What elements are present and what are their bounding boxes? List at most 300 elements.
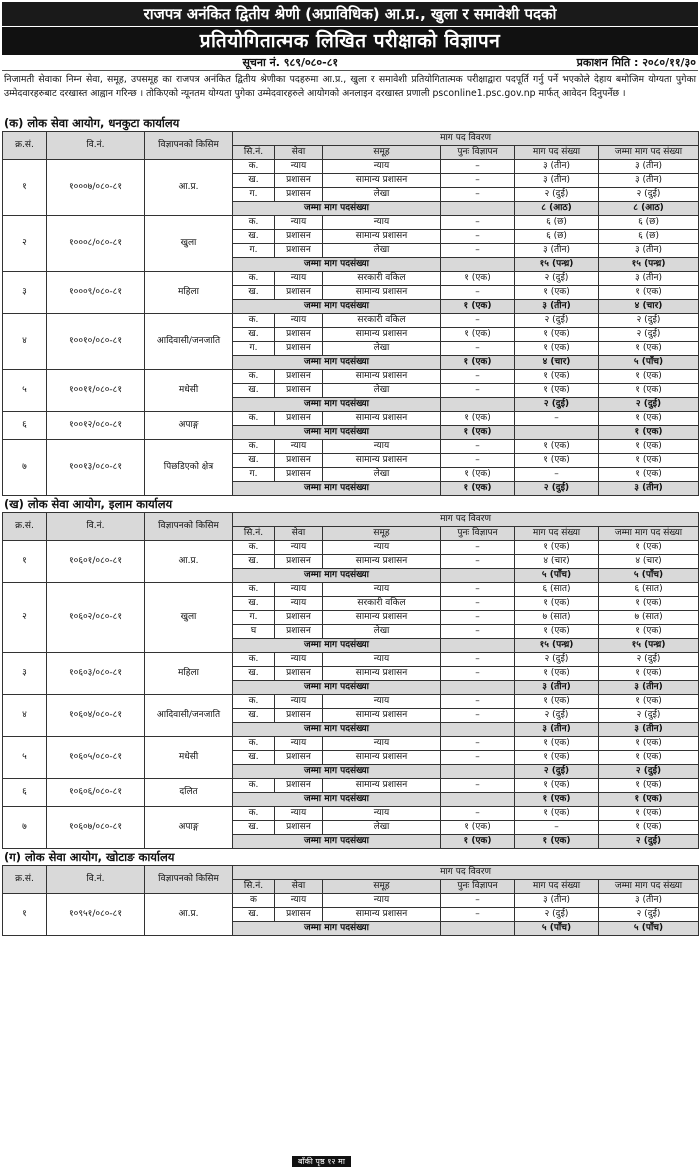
total-sum: ३ (तीन) xyxy=(599,482,699,496)
row-service: न्याय xyxy=(275,894,323,908)
total-demand: ३ (तीन) xyxy=(515,681,599,695)
total-demand: २ (दुई) xyxy=(515,482,599,496)
table-row xyxy=(3,583,699,597)
ad-serial: १ xyxy=(3,541,47,583)
total-readvertised: १ (एक) xyxy=(441,300,515,314)
total-sum: १५ (पन्ध्र) xyxy=(599,639,699,653)
row-sn: ख. xyxy=(233,597,275,611)
total-readvertised xyxy=(441,922,515,936)
ad-serial: ५ xyxy=(3,737,47,779)
table-row xyxy=(3,807,699,821)
total-sum: ४ (चार) xyxy=(599,300,699,314)
total-demand: १५ (पन्ध्र) xyxy=(515,258,599,272)
row-sn: ख. xyxy=(233,821,275,835)
ad-type: आ.प्र. xyxy=(145,894,233,936)
row-readvertised: – xyxy=(441,807,515,821)
row-service: न्याय xyxy=(275,737,323,751)
ad-type: पिछडिएको क्षेत्र xyxy=(145,440,233,496)
total-readvertised xyxy=(441,398,515,412)
header-serial: क्र.सं. xyxy=(3,132,47,160)
row-total: ६ (छ) xyxy=(599,216,699,230)
ad-number: १०००७/०८०-८१ xyxy=(47,160,145,216)
row-total: १ (एक) xyxy=(599,751,699,765)
row-readvertised: – xyxy=(441,894,515,908)
row-total: ३ (तीन) xyxy=(599,160,699,174)
row-group: सामान्य प्रशासन xyxy=(323,751,441,765)
header-serial: क्र.सं. xyxy=(3,866,47,894)
row-readvertised: – xyxy=(441,244,515,258)
total-sum: २ (दुई) xyxy=(599,765,699,779)
header-service: सेवा xyxy=(275,880,323,894)
ad-number: १०००९/०८०-८१ xyxy=(47,272,145,314)
total-label: जम्मा माग पदसंख्या xyxy=(233,202,441,216)
row-readvertised: – xyxy=(441,454,515,468)
row-readvertised: – xyxy=(441,160,515,174)
row-service: प्रशासन xyxy=(275,611,323,625)
total-label: जम्मा माग पदसंख्या xyxy=(233,482,441,496)
header-group: समूह xyxy=(323,146,441,160)
total-label: जम्मा माग पदसंख्या xyxy=(233,569,441,583)
row-service: प्रशासन xyxy=(275,468,323,482)
row-sn: ग. xyxy=(233,188,275,202)
notice-bar xyxy=(2,55,698,71)
row-service: न्याय xyxy=(275,160,323,174)
row-demand: ६ (सात) xyxy=(515,583,599,597)
row-demand: १ (एक) xyxy=(515,541,599,555)
row-total: २ (दुई) xyxy=(599,709,699,723)
row-sn: क. xyxy=(233,807,275,821)
table-row xyxy=(3,314,699,328)
row-sn: क. xyxy=(233,160,275,174)
row-service: प्रशासन xyxy=(275,188,323,202)
row-group: लेखा xyxy=(323,384,441,398)
row-demand: २ (दुई) xyxy=(515,653,599,667)
row-demand: १ (एक) xyxy=(515,328,599,342)
row-demand: ४ (चार) xyxy=(515,555,599,569)
row-group: लेखा xyxy=(323,468,441,482)
row-demand: १ (एक) xyxy=(515,737,599,751)
row-sn: ग. xyxy=(233,244,275,258)
table-row xyxy=(3,653,699,667)
total-demand: ५ (पाँच) xyxy=(515,922,599,936)
row-sn: ख. xyxy=(233,667,275,681)
ad-number: १०६०७/०८०-८१ xyxy=(47,807,145,849)
section-title: (ख) लोक सेवा आयोग, इलाम कार्यालय xyxy=(4,497,173,511)
row-readvertised: – xyxy=(441,709,515,723)
row-sn: ग. xyxy=(233,611,275,625)
row-demand: ३ (तीन) xyxy=(515,160,599,174)
total-label: जम्मा माग पदसंख्या xyxy=(233,723,441,737)
total-demand xyxy=(515,426,599,440)
total-demand: १५ (पन्ध्र) xyxy=(515,639,599,653)
total-readvertised xyxy=(441,793,515,807)
row-service: न्याय xyxy=(275,314,323,328)
ad-number: १०००८/०८०-८१ xyxy=(47,216,145,272)
row-group: सामान्य प्रशासन xyxy=(323,611,441,625)
ad-serial: ५ xyxy=(3,370,47,412)
row-sn: क. xyxy=(233,737,275,751)
total-label: जम्मा माग पदसंख्या xyxy=(233,793,441,807)
total-readvertised xyxy=(441,765,515,779)
header-ad-number: वि.नं. xyxy=(47,866,145,894)
row-service: न्याय xyxy=(275,541,323,555)
row-demand: २ (दुई) xyxy=(515,188,599,202)
ad-number: १०६०१/०८०-८१ xyxy=(47,541,145,583)
row-total: २ (दुई) xyxy=(599,653,699,667)
row-total: १ (एक) xyxy=(599,695,699,709)
row-readvertised: – xyxy=(441,611,515,625)
total-demand: १ (एक) xyxy=(515,835,599,849)
row-group: लेखा xyxy=(323,342,441,356)
row-sn: घ xyxy=(233,625,275,639)
row-service: न्याय xyxy=(275,653,323,667)
row-group: सामान्य प्रशासन xyxy=(323,328,441,342)
row-total: १ (एक) xyxy=(599,737,699,751)
header-group: समूह xyxy=(323,527,441,541)
row-total: १ (एक) xyxy=(599,342,699,356)
header-service: सेवा xyxy=(275,527,323,541)
row-service: न्याय xyxy=(275,440,323,454)
row-service: प्रशासन xyxy=(275,328,323,342)
total-sum: ५ (पाँच) xyxy=(599,356,699,370)
row-service: न्याय xyxy=(275,272,323,286)
row-demand: ६ (छ) xyxy=(515,230,599,244)
total-label: जम्मा माग पदसंख्या xyxy=(233,426,441,440)
total-sum: ५ (पाँच) xyxy=(599,922,699,936)
row-demand: – xyxy=(515,468,599,482)
row-total: १ (एक) xyxy=(599,454,699,468)
row-total: २ (दुई) xyxy=(599,188,699,202)
row-demand: ३ (तीन) xyxy=(515,244,599,258)
section-title: (ग) लोक सेवा आयोग, खोटाङ कार्यालय xyxy=(4,850,175,864)
row-demand: १ (एक) xyxy=(515,625,599,639)
row-readvertised: – xyxy=(441,230,515,244)
total-readvertised: १ (एक) xyxy=(441,356,515,370)
header-demand-detail: माग पद विवरण xyxy=(233,866,699,880)
row-group: सामान्य प्रशासन xyxy=(323,709,441,723)
row-demand: १ (एक) xyxy=(515,779,599,793)
row-readvertised: – xyxy=(441,667,515,681)
ad-type: महिला xyxy=(145,272,233,314)
row-total: १ (एक) xyxy=(599,468,699,482)
row-service: प्रशासन xyxy=(275,174,323,188)
ad-serial: ६ xyxy=(3,779,47,807)
total-sum: २ (दुई) xyxy=(599,398,699,412)
row-sn: ख. xyxy=(233,454,275,468)
row-readvertised: – xyxy=(441,751,515,765)
total-demand: २ (दुई) xyxy=(515,765,599,779)
ad-type: दलित xyxy=(145,779,233,807)
row-readvertised: – xyxy=(441,384,515,398)
row-sn: क. xyxy=(233,695,275,709)
row-readvertised: – xyxy=(441,188,515,202)
ad-type: मधेसी xyxy=(145,737,233,779)
header-demand-count: माग पद संख्या xyxy=(515,880,599,894)
ad-number: १००११/०८०-८१ xyxy=(47,370,145,412)
total-readvertised: १ (एक) xyxy=(441,426,515,440)
section-title: (क) लोक सेवा आयोग, धनकुटा कार्यालय xyxy=(4,116,180,130)
total-readvertised xyxy=(441,639,515,653)
row-group: सामान्य प्रशासन xyxy=(323,370,441,384)
total-demand: १ (एक) xyxy=(515,793,599,807)
row-total: १ (एक) xyxy=(599,286,699,300)
row-readvertised: – xyxy=(441,583,515,597)
row-readvertised: – xyxy=(441,597,515,611)
total-demand: ३ (तीन) xyxy=(515,300,599,314)
row-service: प्रशासन xyxy=(275,821,323,835)
row-demand: १ (एक) xyxy=(515,667,599,681)
row-total: ७ (सात) xyxy=(599,611,699,625)
ad-number: १०६०६/०८०-८१ xyxy=(47,779,145,807)
header-readvertised: पुनः विज्ञापन xyxy=(441,527,515,541)
total-sum: ५ (पाँच) xyxy=(599,569,699,583)
row-sn: ख. xyxy=(233,908,275,922)
total-label: जम्मा माग पदसंख्या xyxy=(233,356,441,370)
row-total: १ (एक) xyxy=(599,440,699,454)
header-sn: सि.नं. xyxy=(233,880,275,894)
row-readvertised: – xyxy=(441,625,515,639)
row-sn: क. xyxy=(233,779,275,793)
total-sum: ३ (तीन) xyxy=(599,723,699,737)
row-total: ३ (तीन) xyxy=(599,272,699,286)
row-sn: क. xyxy=(233,541,275,555)
total-readvertised xyxy=(441,723,515,737)
row-sn: क. xyxy=(233,412,275,426)
row-group: लेखा xyxy=(323,244,441,258)
header-readvertised: पुनः विज्ञापन xyxy=(441,880,515,894)
row-sn: ख. xyxy=(233,328,275,342)
row-group: सरकारी वकिल xyxy=(323,272,441,286)
row-group: न्याय xyxy=(323,653,441,667)
row-readvertised: – xyxy=(441,342,515,356)
total-label: जम्मा माग पदसंख्या xyxy=(233,835,441,849)
total-label: जम्मा माग पदसंख्या xyxy=(233,300,441,314)
row-demand: १ (एक) xyxy=(515,286,599,300)
row-demand: १ (एक) xyxy=(515,597,599,611)
ad-serial: १ xyxy=(3,160,47,216)
row-demand: १ (एक) xyxy=(515,370,599,384)
row-service: न्याय xyxy=(275,597,323,611)
row-total: १ (एक) xyxy=(599,541,699,555)
row-demand: २ (दुई) xyxy=(515,709,599,723)
row-group: लेखा xyxy=(323,625,441,639)
row-demand: १ (एक) xyxy=(515,342,599,356)
ad-type: अपाङ्ग xyxy=(145,412,233,440)
row-service: न्याय xyxy=(275,807,323,821)
total-sum: २ (दुई) xyxy=(599,835,699,849)
row-readvertised: – xyxy=(441,370,515,384)
row-service: प्रशासन xyxy=(275,779,323,793)
total-sum: १५ (पन्ध्र) xyxy=(599,258,699,272)
row-sn: क. xyxy=(233,216,275,230)
total-sum: ३ (तीन) xyxy=(599,681,699,695)
header-total-demand: जम्मा माग पद संख्या xyxy=(599,146,699,160)
row-demand: १ (एक) xyxy=(515,454,599,468)
header-serial: क्र.सं. xyxy=(3,513,47,541)
row-group: लेखा xyxy=(323,821,441,835)
ad-serial: ७ xyxy=(3,440,47,496)
total-readvertised: १ (एक) xyxy=(441,835,515,849)
ad-number: १०९५१/०८०-८१ xyxy=(47,894,145,936)
row-readvertised: – xyxy=(441,541,515,555)
table-row xyxy=(3,216,699,230)
header-total-demand: जम्मा माग पद संख्या xyxy=(599,527,699,541)
demand-table xyxy=(2,512,699,849)
row-group: सामान्य प्रशासन xyxy=(323,667,441,681)
row-sn: ख. xyxy=(233,384,275,398)
ad-serial: ३ xyxy=(3,653,47,695)
row-demand: – xyxy=(515,821,599,835)
header-group: समूह xyxy=(323,880,441,894)
row-readvertised: – xyxy=(441,695,515,709)
row-group: सरकारी वकिल xyxy=(323,314,441,328)
header-ad-number: वि.नं. xyxy=(47,132,145,160)
row-service: प्रशासन xyxy=(275,370,323,384)
intro-paragraph: निजामती सेवाका निम्न सेवा, समूह, उपसमूह का राजपत्र अनंकित द्वितीय श्रेणीका पदहरुमा आ.प्र., खुला र समावेशी प्रतियोगितात्मक परीक्षाद्वारा पदपूर्ति गर्नु पर्ने भएकोले देहाय बमोजिम योग्यता पुगेका उम्मेदवारहरुबाट दरखास्त आह्वान गरिन्छ । तोकिएको न्यूनतम योग्यता पुगेका उम्मेदवारहरुले आयोगको अनलाइन दरखास्त प्रणाली psconline1.psc.gov.np मार्फत् आवेदन दिनुपर्नेछ । xyxy=(4,74,696,99)
row-total: ४ (चार) xyxy=(599,555,699,569)
row-total: ६ (सात) xyxy=(599,583,699,597)
header-ad-number: वि.नं. xyxy=(47,513,145,541)
row-total: १ (एक) xyxy=(599,384,699,398)
row-group: सामान्य प्रशासन xyxy=(323,908,441,922)
row-total: ६ (छ) xyxy=(599,230,699,244)
row-service: न्याय xyxy=(275,695,323,709)
total-readvertised xyxy=(441,258,515,272)
header-demand-count: माग पद संख्या xyxy=(515,527,599,541)
row-demand: १ (एक) xyxy=(515,384,599,398)
total-demand: २ (दुई) xyxy=(515,398,599,412)
publication-date: प्रकाशन मिति : २०८०/११/३० xyxy=(576,56,696,69)
ad-number: १०६०२/०८०-८१ xyxy=(47,583,145,653)
total-demand: ४ (चार) xyxy=(515,356,599,370)
row-demand: ३ (तीन) xyxy=(515,894,599,908)
row-sn: ख. xyxy=(233,286,275,300)
row-service: प्रशासन xyxy=(275,751,323,765)
header-sn: सि.नं. xyxy=(233,527,275,541)
row-sn: ग. xyxy=(233,342,275,356)
row-group: न्याय xyxy=(323,440,441,454)
row-sn: क. xyxy=(233,370,275,384)
row-group: न्याय xyxy=(323,695,441,709)
ad-number: १००१३/०८०-८१ xyxy=(47,440,145,496)
table-row xyxy=(3,160,699,174)
row-total: ३ (तीन) xyxy=(599,894,699,908)
row-group: न्याय xyxy=(323,737,441,751)
row-group: सामान्य प्रशासन xyxy=(323,779,441,793)
row-sn: क xyxy=(233,894,275,908)
row-group: न्याय xyxy=(323,583,441,597)
total-demand: ८ (आठ) xyxy=(515,202,599,216)
row-total: २ (दुई) xyxy=(599,908,699,922)
row-service: प्रशासन xyxy=(275,384,323,398)
row-group: सरकारी वकिल xyxy=(323,597,441,611)
ad-number: १०६०३/०८०-८१ xyxy=(47,653,145,695)
row-service: प्रशासन xyxy=(275,625,323,639)
row-sn: ख. xyxy=(233,709,275,723)
row-service: प्रशासन xyxy=(275,667,323,681)
row-sn: क. xyxy=(233,583,275,597)
ad-type: मधेसी xyxy=(145,370,233,412)
row-readvertised: – xyxy=(441,555,515,569)
ad-serial: २ xyxy=(3,216,47,272)
total-readvertised xyxy=(441,202,515,216)
ad-type: खुला xyxy=(145,216,233,272)
table-row xyxy=(3,695,699,709)
page-subtitle: प्रतियोगितात्मक लिखित परीक्षाको विज्ञापन xyxy=(2,27,698,55)
demand-table xyxy=(2,131,699,496)
row-total: १ (एक) xyxy=(599,370,699,384)
header-readvertised: पुनः विज्ञापन xyxy=(441,146,515,160)
row-sn: क. xyxy=(233,314,275,328)
row-sn: ख. xyxy=(233,230,275,244)
continued-footer: बाँकी पृष्ठ १२ मा xyxy=(292,1156,351,1167)
page-title: राजपत्र अनंकित द्वितीय श्रेणी (अप्राविधिक) आ.प्र., खुला र समावेशी पदको xyxy=(2,2,698,26)
row-service: न्याय xyxy=(275,583,323,597)
row-group: न्याय xyxy=(323,541,441,555)
row-demand: – xyxy=(515,412,599,426)
row-readvertised: १ (एक) xyxy=(441,412,515,426)
row-group: सामान्य प्रशासन xyxy=(323,230,441,244)
row-demand: १ (एक) xyxy=(515,440,599,454)
row-total: ३ (तीन) xyxy=(599,174,699,188)
row-readvertised: १ (एक) xyxy=(441,328,515,342)
row-group: न्याय xyxy=(323,807,441,821)
row-total: १ (एक) xyxy=(599,597,699,611)
row-group: सामान्य प्रशासन xyxy=(323,454,441,468)
row-readvertised: १ (एक) xyxy=(441,272,515,286)
row-sn: ग. xyxy=(233,468,275,482)
row-demand: १ (एक) xyxy=(515,807,599,821)
ad-type: आदिवासी/जनजाति xyxy=(145,695,233,737)
row-readvertised: – xyxy=(441,779,515,793)
total-sum: ८ (आठ) xyxy=(599,202,699,216)
row-total: २ (दुई) xyxy=(599,328,699,342)
row-sn: क. xyxy=(233,440,275,454)
row-group: न्याय xyxy=(323,894,441,908)
header-demand-detail: माग पद विवरण xyxy=(233,132,699,146)
table-row xyxy=(3,440,699,454)
ad-type: अपाङ्ग xyxy=(145,807,233,849)
total-sum: १ (एक) xyxy=(599,426,699,440)
total-sum: १ (एक) xyxy=(599,793,699,807)
header-total-demand: जम्मा माग पद संख्या xyxy=(599,880,699,894)
row-readvertised: – xyxy=(441,908,515,922)
ad-type: आदिवासी/जनजाति xyxy=(145,314,233,370)
total-label: जम्मा माग पदसंख्या xyxy=(233,398,441,412)
row-service: प्रशासन xyxy=(275,286,323,300)
table-row xyxy=(3,737,699,751)
row-service: प्रशासन xyxy=(275,342,323,356)
ad-serial: २ xyxy=(3,583,47,653)
row-total: १ (एक) xyxy=(599,821,699,835)
table-row xyxy=(3,272,699,286)
ad-number: १००१०/०८०-८१ xyxy=(47,314,145,370)
row-sn: क. xyxy=(233,272,275,286)
row-sn: क. xyxy=(233,653,275,667)
row-service: प्रशासन xyxy=(275,412,323,426)
row-demand: १ (एक) xyxy=(515,751,599,765)
row-readvertised: – xyxy=(441,440,515,454)
row-total: ३ (तीन) xyxy=(599,244,699,258)
header-demand-count: माग पद संख्या xyxy=(515,146,599,160)
ad-serial: ४ xyxy=(3,695,47,737)
total-demand: ३ (तीन) xyxy=(515,723,599,737)
total-readvertised xyxy=(441,569,515,583)
sections xyxy=(2,115,698,936)
row-service: प्रशासन xyxy=(275,244,323,258)
total-readvertised: १ (एक) xyxy=(441,482,515,496)
ad-type: खुला xyxy=(145,583,233,653)
